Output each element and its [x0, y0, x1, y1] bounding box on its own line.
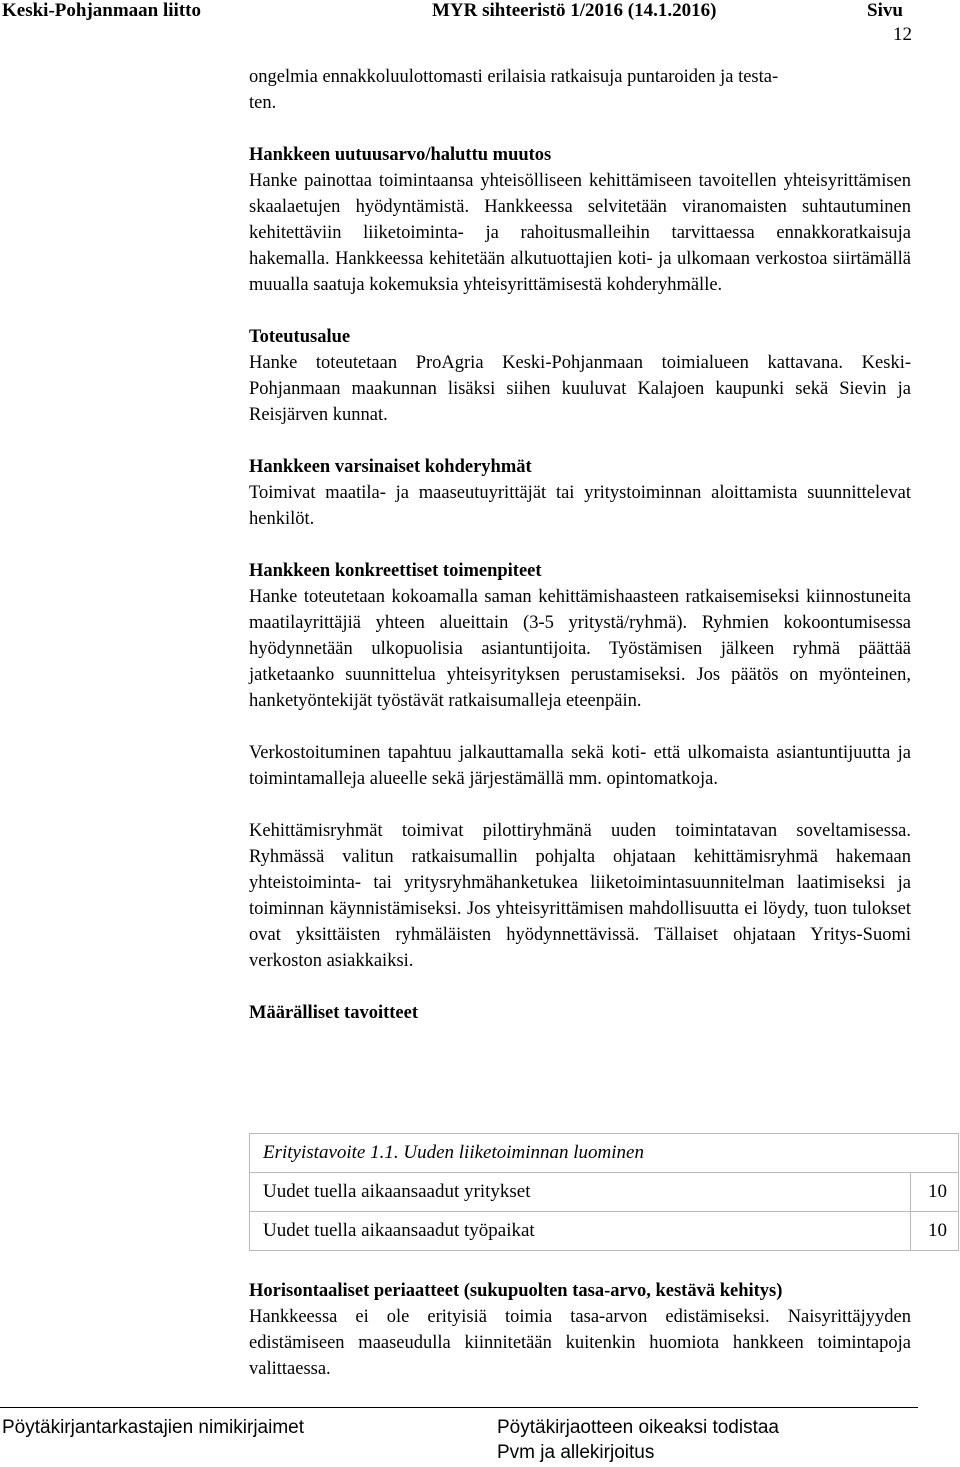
- development-groups-paragraph: Kehittämisryhmät toimivat pilottiryhmänä uuden toimintatavan soveltamisessa. Ryhmässä valitun ratkaisumallin pohjalta ohjataan kehittämisryhmä hakemaan yhteistoiminta- tai yritysryhmähanketukea liiketoimintasuunnitelman laatimiseksi ja toiminnan käynnistämiseksi. Jos yhteisyrittämisen mahdollisuutta ei löydy, tuon tulokset ovat yksittäisten ryhmäläisten hyödynnettävissä. Tällaiset ohjataan Yritys-Suomi verkoston asiakkaiksi.: [249, 821, 911, 971]
- header-page-label: Sivu: [867, 0, 903, 21]
- novelty-heading: Hankkeen uutuusarvo/haluttu muutos: [249, 145, 552, 165]
- page-header: [0, 0, 960, 48]
- networking-paragraph: Verkostoituminen tapahtuu jalkauttamalla sekä koti- että ulkomaista asiantuntijuutta ja toimintamalleja alueelle sekä järjestämällä mm. opintomatkoja.: [249, 743, 911, 789]
- intro-line: ongelmia ennakkoluulottomasti erilaisia ratkaisuja puntaroiden ja testa-: [249, 67, 779, 87]
- footer-divider: [0, 1407, 918, 1408]
- actions-paragraph: Hanke toteutetaan kokoamalla saman kehittämishaasteen ratkaisemiseksi kiinnostuneita maatilayrittäjiä yhteen alueittain (3-5 yritystä/ryhmä). Ryhmien kokoontumisessa hyödynnetään ulkopuolisia asiantuntijoita. Työstämisen jälkeen ryhmä päättää jatketaanko suunnittelua yhteisyrityksen perustamiseksi. Jos päätös on myönteinen, hanketyöntekijät työstävät ratkaisumalleja eteenpäin.: [249, 587, 911, 711]
- intro-line-end: ten.: [249, 93, 277, 113]
- horizontal-paragraph: Hankkeessa ei ole erityisiä toimia tasa-arvon edistämiseksi. Naisyrittäjyyden edistämiseen maaseudulla kiinnitetään kuitenkin huomiota hankkeen toimintapoja valittaessa.: [249, 1307, 911, 1379]
- footer-initials-label: Pöytäkirjantarkastajien nimikirjaimet: [2, 1417, 304, 1438]
- header-page-number: 12: [893, 24, 912, 45]
- goals-objective: Erityistavoite 1.1. Uuden liiketoiminnan luominen: [250, 1134, 959, 1173]
- footer-certification-label: Pöytäkirjaotteen oikeaksi todistaa: [497, 1417, 779, 1438]
- quantitative-heading: Määrälliset tavoitteet: [249, 1003, 418, 1023]
- footer-date-signature-label: Pvm ja allekirjoitus: [497, 1442, 655, 1463]
- goal-value: 10: [911, 1212, 959, 1251]
- target-groups-heading: Hankkeen varsinaiset kohderyhmät: [249, 457, 532, 477]
- goal-label: Uudet tuella aikaansaadut työpaikat: [250, 1212, 911, 1251]
- horizontal-principles: [249, 1278, 911, 1382]
- goals-objective-row: [250, 1134, 959, 1173]
- area-paragraph: Hanke toteutetaan ProAgria Keski-Pohjanmaan toimialueen kattavana. Keski-Pohjanmaan maakunnan lisäksi siihen kuuluvat Kalajoen kaupunki sekä Sievin ja Reisjärven kunnat.: [249, 353, 911, 425]
- actions-heading: Hankkeen konkreettiset toimenpiteet: [249, 561, 542, 581]
- target-groups-paragraph: Toimivat maatila- ja maaseutuyrittäjät tai yritystoiminnan aloittamista suunnittelevat henkilöt.: [249, 483, 911, 529]
- header-meeting: MYR sihteeristö 1/2016 (14.1.2016): [432, 0, 717, 21]
- goals-table: [249, 1133, 959, 1251]
- novelty-paragraph: Hanke painottaa toimintaansa yhteisölliseen kehittämiseen tavoitellen yhteisyrittämisen skaalaetujen hyödyntämistä. Hankkeessa selvitetään viranomaisten suhtautuminen kehitettäviin liiketoiminta- ja rahoitusmalleihin tarvittaessa ennakkoratkaisuja hakemalla. Hankkeessa kehitetään alkutuottajien koti- ja ulkomaan verkostoa siirtämällä muualla saatuja kokemuksia yhteisyrittämisestä kohderyhmälle.: [249, 171, 911, 295]
- horizontal-heading: Horisontaaliset periaatteet (sukupuolten tasa-arvo, kestävä kehitys): [249, 1281, 783, 1301]
- table-row: [250, 1212, 959, 1251]
- area-heading: Toteutusalue: [249, 327, 351, 347]
- document-body: [249, 64, 911, 1026]
- goal-value: 10: [911, 1173, 959, 1212]
- header-organization: Keski-Pohjanmaan liitto: [2, 0, 201, 21]
- table-row: [250, 1173, 959, 1212]
- goal-label: Uudet tuella aikaansaadut yritykset: [250, 1173, 911, 1212]
